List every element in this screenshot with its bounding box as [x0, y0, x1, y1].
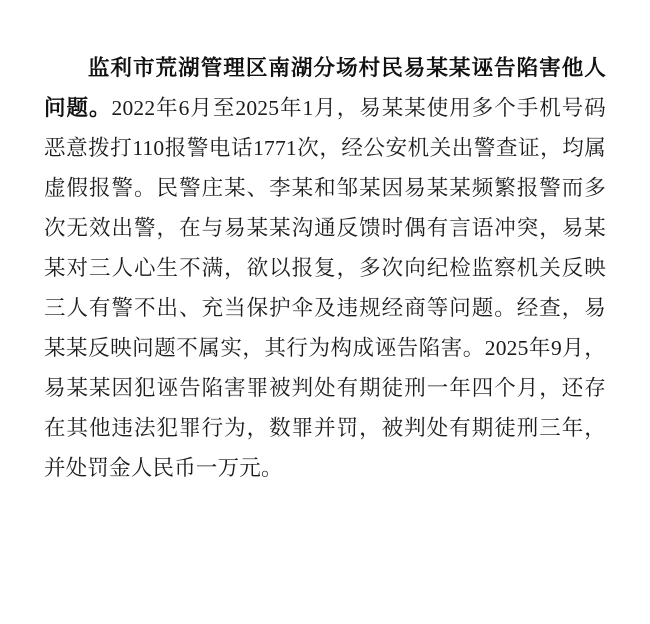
article-paragraph: [44, 48, 606, 488]
paragraph-body: 2022年6月至2025年1月，易某某使用多个手机号码恶意拨打110报警电话1771次，经公安机关出警查证，均属虚假报警。民警庄某、李某和邹某因易某某频繁报警而多次无效出警，在与易某某沟通反馈时偶有言语冲突，易某某对三人心生不满，欲以报复，多次向纪检监察机关反映三人有警不出、充当保护伞及违规经商等问题。经查，易某某反映问题不属实，其行为构成诬告陷害。2025年9月，易某某因犯诬告陷害罪被判处有期徒刑一年四个月，还存在其他违法犯罪行为，数罪并罚，被判处有期徒刑三年，并处罚金人民币一万元。: [44, 95, 606, 480]
paragraph-headline: 监利市荒湖管理区南湖分场村民易某某诬告陷害他人问题。: [44, 55, 606, 120]
